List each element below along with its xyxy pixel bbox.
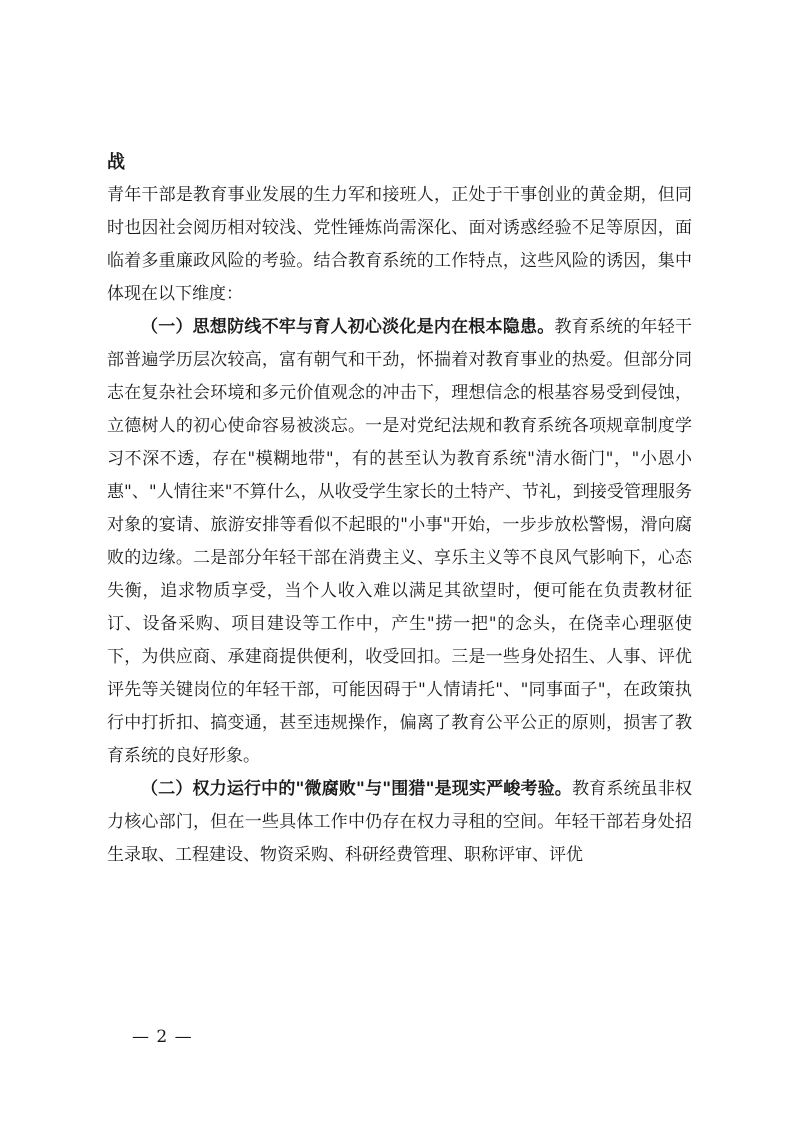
section-one-lead: （一）思想防线不牢与育人初心淡化是内在根本隐患。 — [141, 317, 555, 337]
section-two-paragraph — [107, 773, 692, 872]
document-body — [107, 146, 692, 872]
section-one-body: 教育系统的年轻干部普遍学历层次较高，富有朝气和干劲，怀揣着对教育事业的热爱。但部分同志在复杂社会环境和多元价值观念的冲击下，理想信念的根基容易受到侵蚀，立德树人的初心使命容易被淡忘。一是对党纪法规和教育系统各项规章制度学习不深不透，存在"模糊地带"，有的甚至认为教育系统"清水衙门"，"小恩小惠"、"人情往来"不算什么，从收受学生家长的土特产、节礼，到接受管理服务对象的宴请、旅游安排等看似不起眼的"小事"开始，一步步放松警惕，滑向腐败的边缘。二是部分年轻干部在消费主义、享乐主义等不良风气影响下，心态失衡，追求物质享受，当个人收入难以满足其欲望时，便可能在负责教材征订、设备采购、项目建设等工作中，产生"捞一把"的念头，在侥幸心理驱使下，为供应商、承建商提供便利，收受回扣。三是一些身处招生、人事、评优评先等关键岗位的年轻干部，可能因碍于"人情请托"、"同事面子"，在政策执行中打折扣、搞变通，甚至违规操作，偏离了教育公平公正的原则，损害了教育系统的良好形象。 — [107, 317, 693, 766]
intro-paragraph: 青年干部是教育事业发展的生力军和接班人，正处于干事创业的黄金期，但同时也因社会阅历相对较浅、党性锤炼尚需深化、面对诱惑经验不足等原因，面临着多重廉政风险的考验。结合教育系统的工作特点，这些风险的诱因，集中体现在以下维度： — [107, 185, 692, 304]
section-two-body: 教育系统虽非权力核心部门，但在一些具体工作中仍存在权力寻租的空间。年轻干部若身处招生录取、工程建设、物资采购、科研经费管理、职称评审、评优 — [107, 779, 692, 865]
page-number: — 2 — — [132, 1027, 193, 1047]
section-one-paragraph — [107, 311, 692, 773]
section-heading: 战 — [107, 152, 125, 173]
section-two-lead: （二）权力运行中的"微腐败"与"围猎"是现实严峻考验。 — [141, 779, 572, 799]
